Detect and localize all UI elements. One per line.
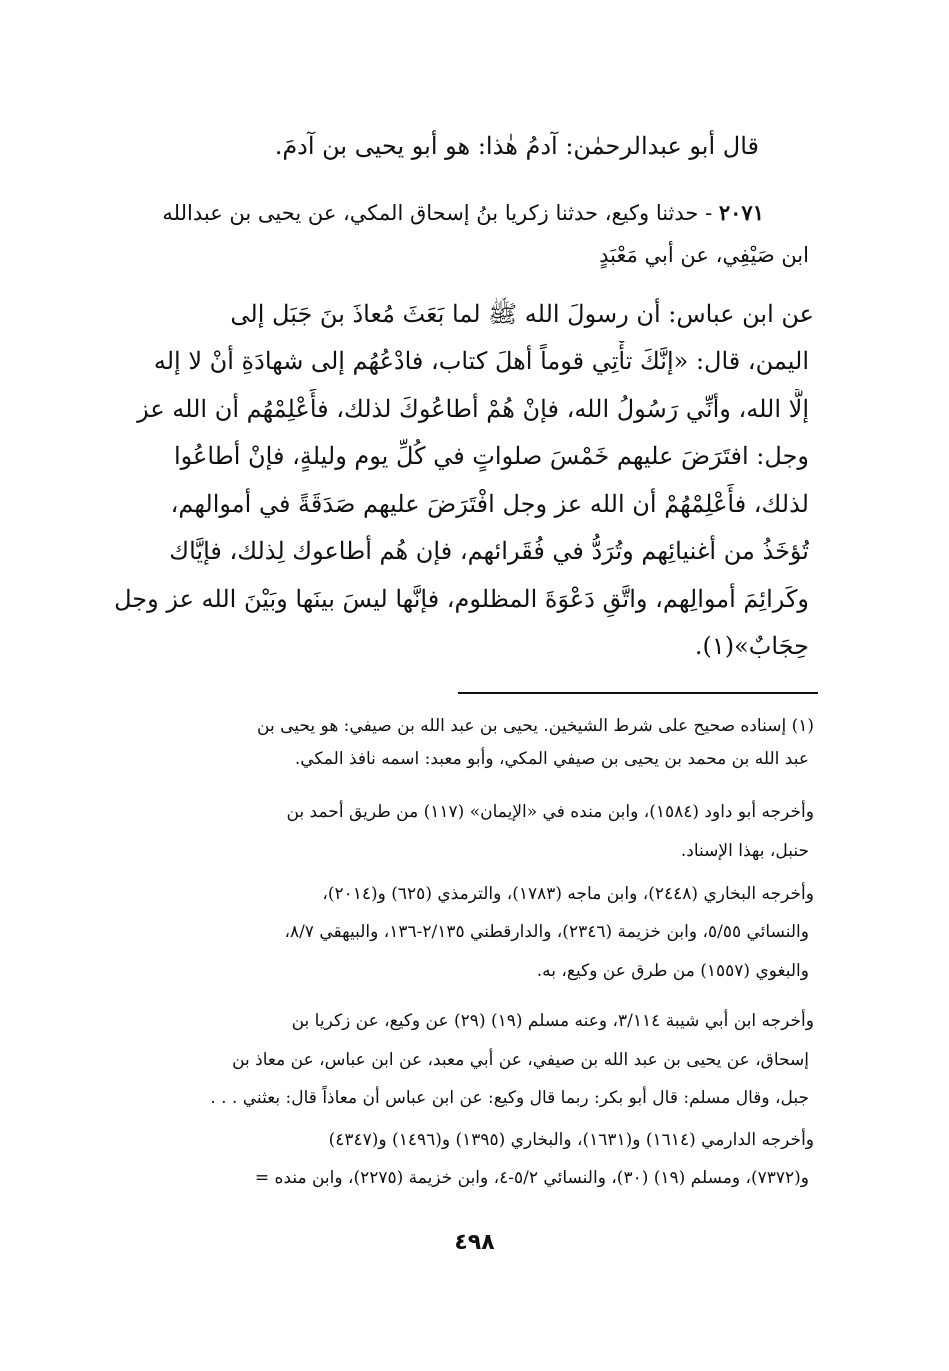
matn-line-8: حِجَابٌ»(١). [694,632,809,660]
footnote-line-5: وأخرجه البخاري (٢٤٤٨)، وابن ماجه (١٧٨٣)، والترمذي (٦٢٥) و(٢٠١٤)، [322,884,814,904]
matn-line-7: وكَرائِمَ أموالِهم، واتَّقِ دَعْوَةَ المظلوم، فإنَّها ليسَ بينَها وبَيْنَ الله عز وجل [114,585,809,613]
footnote-line-6: والنسائي ٥/٥٥، وابن خزيمة (٢٣٤٦)، والدارقطني ٢/١٣٥-١٣٦، والبيهقي ٨/٧، [284,922,809,942]
opening-statement: قال أبو عبدالرحمٰن: آدمُ هٰذا: هو أبو يحيى بن آدمَ. [274,132,759,160]
footnote-line-7: والبغوي (١٥٥٧) من طرق عن وكيع، به. [536,961,809,981]
isnad-text-1: - حدثنا وكيع، حدثنا زكريا بنُ إسحاق المكي، عن يحيى بن عبدالله [162,201,713,225]
matn-line-5: لذلك، فأَعْلِمْهُمْ أن الله عز وجل افْتَرَضَ عليهم صَدَقَةً في أموالهم، [170,490,809,518]
matn-line-4: وجل: افتَرَضَ عليهم خَمْسَ صلواتٍ في كُلِّ يوم وليلةٍ، فإنْ أطاعُوا [173,442,809,470]
footnote-line-10: جبل، وقال مسلم: قال أبو بكر: ربما قال وكيع: عن ابن عباس أن معاذاً قال: بعثني . . . [210,1088,809,1108]
footnote-line-8: وأخرجه ابن أبي شيبة ٣/١١٤، وعنه مسلم (١٩) (٢٩) عن وكيع، عن زكريا بن [291,1011,814,1031]
footnote-line-3: وأخرجه أبو داود (١٥٨٤)، وابن منده في «الإيمان» (١١٧) من طريق أحمد بن [286,802,814,822]
footnote-line-1: (١) إسناده صحيح على شرط الشيخين. يحيى بن عبد الله بن صيفي: هو يحيى بن [257,716,814,736]
footnote-line-12: و(٧٣٧٢)، ومسلم (١٩) (٣٠)، والنسائي ٥/٢-٤، وابن خزيمة (٢٢٧٥)، وابن منده = [254,1168,809,1188]
footnote-line-11: وأخرجه الدارمي (١٦١٤) و(١٦٣١)، والبخاري (١٣٩٥) و(١٤٩٦) و(٤٣٤٧) [328,1130,814,1150]
footnote-line-2: عبد الله بن محمد بن يحيى بن صيفي المكي، وأبو معبد: اسمه نافذ المكي. [294,749,809,769]
hadith-number: ٢٠٧١ [718,200,764,225]
footnote-separator [458,692,818,694]
matn-line-3: إلَّا الله، وأنِّي رَسُولُ الله، فإنْ هُمْ أطاعُوكَ لذلك، فأَعْلِمْهُم أن الله عز [137,395,809,423]
hadith-isnad-line-1 [124,196,764,230]
matn-line-6: تُؤخَذُ من أغنيائِهم وتُرَدُّ في فُقَرائهم، فإن هُم أطاعوك لِذلك، فإيَّاك [169,537,809,565]
matn-line-1: عن ابن عباس: أن رسولَ الله ﷺ لما بَعَثَ مُعاذَ بنَ جَبَل إلى [230,300,814,328]
page-number: ٤٩٨ [454,1230,495,1255]
footnote-line-4: حنبل، بهذا الإسناد. [680,841,809,861]
hadith-isnad-line-2: ابن صَيْفِي، عن أبي مَعْبَدٍ [599,243,809,267]
footnote-line-9: إسحاق، عن يحيى بن عبد الله بن صيفي، عن أبي معبد، عن ابن عباس، عن معاذ بن [232,1050,809,1070]
matn-line-2: اليمن، قال: «إنَّكَ تأْتِي قوماً أهلَ كتاب، فادْعُهُم إلى شهادَةِ أنْ لا إله [153,347,809,375]
